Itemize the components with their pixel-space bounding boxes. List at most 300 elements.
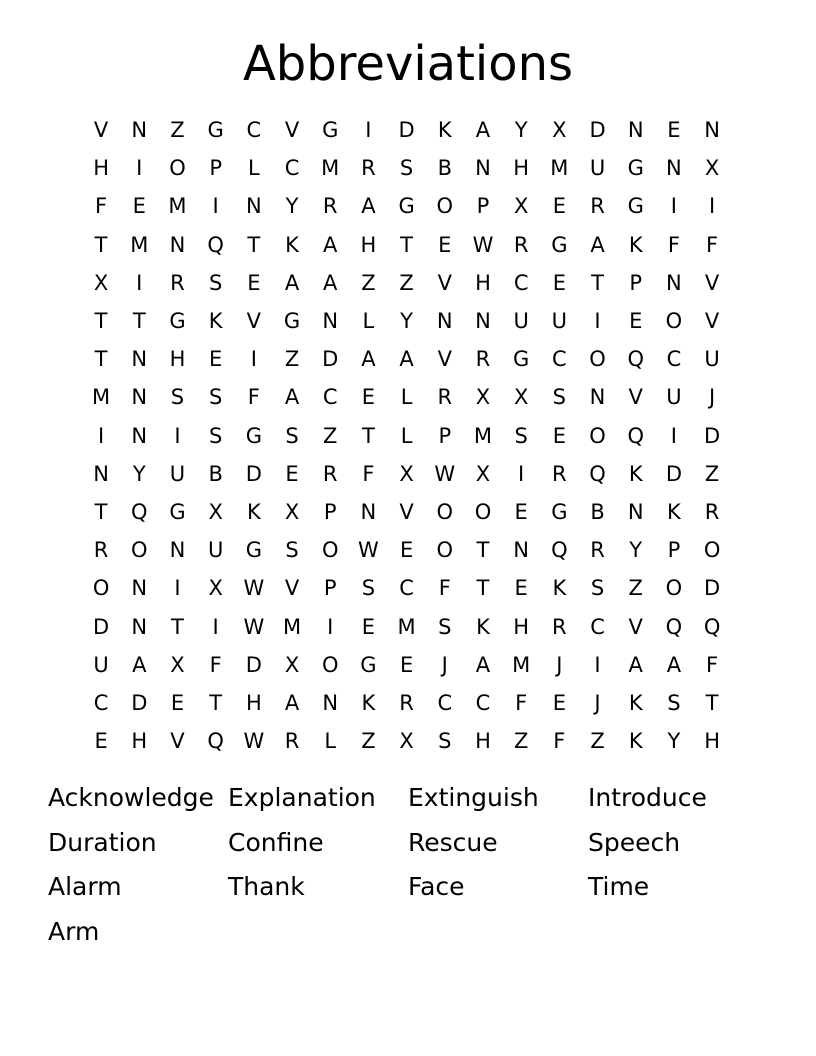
- letter-grid: [82, 111, 731, 760]
- grid-letter: R: [552, 461, 567, 486]
- grid-letter: X: [284, 652, 300, 677]
- grid-letter: Q: [131, 499, 148, 524]
- grid-letter: X: [513, 385, 529, 410]
- grid-letter: K: [208, 309, 223, 334]
- grid-letter: I: [327, 614, 334, 639]
- grid-letter: N: [169, 232, 186, 257]
- grid-letter: W: [243, 576, 265, 601]
- grid-letter: N: [589, 385, 606, 410]
- grid-letter: F: [706, 232, 719, 257]
- grid-letter: E: [247, 270, 261, 295]
- grid-letter: T: [94, 232, 108, 257]
- grid-letter: Z: [399, 270, 414, 295]
- grid-letter: O: [474, 499, 492, 524]
- grid-letter: T: [94, 499, 108, 524]
- grid-letter: N: [666, 270, 682, 295]
- grid-letter: N: [704, 118, 720, 143]
- grid-letter: G: [627, 156, 644, 181]
- grid-letter: H: [513, 156, 530, 181]
- grid-letter: N: [322, 690, 339, 715]
- grid-letter: G: [169, 309, 186, 334]
- grid-letter: J: [708, 385, 716, 410]
- grid-letter: R: [513, 232, 529, 257]
- grid-letter: G: [551, 499, 568, 524]
- grid-letter: Y: [132, 461, 146, 486]
- grid-letter: E: [285, 461, 299, 486]
- grid-letter: X: [399, 729, 414, 754]
- grid-letter: O: [436, 194, 454, 219]
- grid-letter: X: [704, 156, 720, 181]
- grid-letter: U: [93, 652, 109, 677]
- grid-letter: X: [170, 652, 185, 677]
- grid-letter: Y: [667, 729, 681, 754]
- grid-letter: P: [323, 576, 337, 601]
- grid-letter: P: [667, 538, 681, 563]
- grid-letter: Q: [207, 729, 224, 754]
- grid-letter: P: [323, 499, 337, 524]
- grid-letter: S: [667, 690, 681, 715]
- grid-letter: T: [705, 690, 719, 715]
- grid-letter: R: [437, 385, 453, 410]
- grid-letter: V: [246, 309, 262, 334]
- grid-letter: V: [628, 614, 643, 639]
- grid-letter: A: [399, 347, 414, 372]
- grid-letter: K: [476, 614, 490, 639]
- grid-letter: D: [704, 576, 721, 601]
- grid-letter: D: [322, 347, 339, 372]
- grid-letter: E: [361, 385, 376, 410]
- grid-letter: K: [628, 461, 643, 486]
- grid-letter: B: [590, 499, 605, 524]
- grid-letter: I: [670, 194, 677, 219]
- grid-letter: M: [168, 194, 187, 219]
- grid-letter: D: [398, 118, 415, 143]
- grid-letter: K: [246, 499, 261, 524]
- grid-letter: V: [284, 576, 300, 601]
- grid-letter: R: [322, 461, 338, 486]
- grid-letter: O: [665, 576, 683, 601]
- grid-letter: E: [438, 232, 452, 257]
- grid-letter: I: [136, 270, 143, 295]
- grid-letter: A: [666, 652, 682, 677]
- grid-letter: T: [132, 309, 146, 334]
- grid-letter: R: [590, 194, 605, 219]
- grid-letter: R: [322, 194, 338, 219]
- grid-letter: L: [247, 156, 260, 181]
- grid-letter: A: [132, 652, 147, 677]
- grid-letter: C: [590, 614, 605, 639]
- grid-letter: R: [552, 614, 567, 639]
- grid-letter: O: [589, 423, 606, 448]
- grid-letter: C: [93, 690, 109, 715]
- grid-letter: D: [245, 461, 262, 486]
- grid-letter: G: [245, 538, 262, 563]
- grid-letter: H: [245, 690, 262, 715]
- grid-letter: A: [361, 194, 376, 219]
- grid-letter: Z: [628, 576, 643, 601]
- grid-letter: S: [170, 385, 185, 410]
- grid-letter: C: [552, 347, 567, 372]
- grid-letter: G: [627, 194, 644, 219]
- grid-letter: N: [131, 385, 148, 410]
- grid-letter: N: [666, 156, 682, 181]
- grid-letter: V: [284, 118, 300, 143]
- grid-letter: E: [361, 614, 376, 639]
- grid-letter: T: [361, 423, 375, 448]
- grid-letter: R: [93, 538, 109, 563]
- grid-letter: S: [438, 614, 452, 639]
- grid-letter: L: [400, 385, 413, 410]
- grid-letter: G: [245, 423, 262, 448]
- grid-letter: O: [665, 309, 683, 334]
- grid-letter: J: [594, 690, 601, 715]
- grid-letter: E: [514, 499, 528, 524]
- grid-letter: V: [399, 499, 414, 524]
- grid-letter: M: [550, 156, 569, 181]
- grid-letter: R: [170, 270, 185, 295]
- grid-letter: I: [250, 347, 257, 372]
- grid-letter: L: [400, 423, 413, 448]
- grid-letter: H: [513, 614, 530, 639]
- word-list-item: Duration: [48, 827, 157, 857]
- grid-letter: N: [131, 347, 148, 372]
- grid-letter: E: [170, 690, 185, 715]
- grid-letter: S: [208, 423, 223, 448]
- grid-letter: A: [284, 270, 300, 295]
- grid-letter: E: [132, 194, 146, 219]
- grid-letter: W: [434, 461, 456, 486]
- grid-letter: N: [475, 309, 491, 334]
- grid-letter: F: [553, 729, 566, 754]
- word-list-item: Confine: [228, 827, 324, 857]
- grid-letter: P: [438, 423, 452, 448]
- grid-letter: C: [437, 690, 453, 715]
- grid-letter: X: [513, 194, 529, 219]
- grid-letter: M: [473, 423, 493, 448]
- grid-letter: V: [170, 729, 185, 754]
- grid-letter: A: [361, 347, 376, 372]
- grid-letter: G: [283, 309, 301, 334]
- word-list: [48, 778, 768, 956]
- grid-letter: U: [513, 309, 529, 334]
- grid-letter: X: [475, 461, 491, 486]
- grid-letter: T: [591, 270, 604, 295]
- grid-letter: G: [360, 652, 377, 677]
- grid-letter: D: [245, 652, 262, 677]
- grid-letter: Q: [627, 423, 644, 448]
- grid-letter: G: [207, 118, 224, 143]
- grid-letter: G: [322, 118, 339, 143]
- grid-letter: M: [130, 232, 149, 257]
- grid-letter: N: [131, 118, 148, 143]
- grid-letter: F: [438, 576, 451, 601]
- grid-letter: S: [285, 538, 299, 563]
- grid-letter: U: [207, 538, 224, 563]
- grid-letter: Z: [590, 729, 605, 754]
- grid-letter: W: [243, 614, 265, 639]
- grid-letter: S: [514, 423, 528, 448]
- grid-letter: D: [93, 614, 110, 639]
- grid-letter: Z: [284, 347, 300, 372]
- word-list-item: Speech: [588, 827, 681, 857]
- grid-letter: L: [362, 309, 375, 334]
- grid-letter: A: [284, 385, 300, 410]
- grid-letter: K: [628, 729, 643, 754]
- grid-letter: V: [704, 309, 720, 334]
- grid-letter: G: [513, 347, 530, 372]
- grid-letter: X: [93, 270, 109, 295]
- grid-letter: O: [436, 499, 454, 524]
- grid-letter: A: [323, 232, 338, 257]
- grid-letter: V: [93, 118, 109, 143]
- grid-letter: X: [475, 385, 491, 410]
- grid-letter: H: [169, 347, 186, 372]
- grid-letter: T: [400, 232, 413, 257]
- grid-letter: O: [92, 576, 110, 601]
- grid-letter: O: [169, 156, 186, 181]
- grid-letter: R: [590, 538, 605, 563]
- grid-letter: A: [284, 690, 300, 715]
- grid-letter: O: [131, 538, 148, 563]
- grid-letter: I: [708, 194, 716, 219]
- word-list-item: Alarm: [48, 872, 122, 901]
- grid-letter: U: [169, 461, 186, 486]
- grid-letter: D: [589, 118, 606, 143]
- grid-letter: D: [131, 690, 148, 715]
- grid-letter: Z: [323, 423, 338, 448]
- grid-letter: O: [589, 347, 606, 372]
- grid-letter: I: [212, 194, 219, 219]
- grid-letter: O: [703, 538, 721, 563]
- grid-letter: K: [628, 690, 643, 715]
- grid-letter: N: [627, 499, 644, 524]
- grid-letter: H: [475, 270, 491, 295]
- grid-letter: O: [321, 538, 339, 563]
- grid-letter: I: [174, 423, 181, 448]
- grid-letter: C: [284, 156, 300, 181]
- grid-letter: S: [361, 576, 376, 601]
- grid-letter: X: [208, 499, 223, 524]
- page-title: Abbreviations: [242, 36, 574, 92]
- grid-letter: E: [552, 690, 566, 715]
- grid-letter: N: [475, 156, 491, 181]
- grid-letter: N: [360, 499, 377, 524]
- grid-letter: G: [398, 194, 415, 219]
- grid-letter: V: [437, 270, 452, 295]
- grid-letter: N: [627, 118, 644, 143]
- word-list-item: Thank: [228, 872, 305, 901]
- grid-letter: R: [284, 729, 300, 754]
- grid-letter: E: [399, 652, 414, 677]
- grid-letter: M: [92, 385, 111, 410]
- grid-letter: V: [437, 347, 452, 372]
- grid-letter: G: [551, 232, 568, 257]
- grid-letter: U: [704, 347, 720, 372]
- grid-letter: S: [208, 385, 223, 410]
- grid-letter: F: [667, 232, 680, 257]
- grid-letter: S: [552, 385, 567, 410]
- grid-letter: I: [212, 614, 219, 639]
- grid-letter: P: [209, 156, 222, 181]
- grid-letter: T: [94, 309, 108, 334]
- grid-letter: I: [594, 652, 601, 677]
- grid-letter: Z: [361, 270, 376, 295]
- grid-letter: F: [247, 385, 260, 410]
- grid-letter: Z: [361, 729, 376, 754]
- grid-letter: E: [629, 309, 643, 334]
- grid-letter: K: [437, 118, 452, 143]
- grid-letter: E: [514, 576, 528, 601]
- grid-letter: K: [628, 232, 643, 257]
- word-list-item: Explanation: [228, 783, 376, 812]
- grid-letter: Q: [551, 538, 568, 563]
- grid-letter: X: [284, 499, 300, 524]
- grid-letter: L: [324, 729, 337, 754]
- grid-letter: K: [361, 690, 376, 715]
- grid-letter: H: [93, 156, 109, 181]
- grid-letter: R: [399, 690, 414, 715]
- grid-letter: P: [629, 270, 643, 295]
- grid-letter: I: [670, 423, 677, 448]
- grid-letter: S: [285, 423, 299, 448]
- grid-letter: T: [476, 538, 490, 563]
- grid-letter: E: [552, 423, 566, 448]
- grid-letter: Y: [514, 118, 528, 143]
- grid-letter: C: [246, 118, 262, 143]
- grid-letter: A: [628, 652, 643, 677]
- word-list-item: Introduce: [588, 783, 707, 812]
- grid-letter: C: [666, 347, 682, 372]
- grid-letter: C: [475, 690, 491, 715]
- grid-letter: I: [97, 423, 105, 448]
- grid-letter: P: [476, 194, 490, 219]
- word-list-item: Arm: [48, 916, 100, 946]
- grid-letter: R: [704, 499, 720, 524]
- grid-letter: M: [397, 614, 416, 639]
- grid-letter: I: [365, 118, 372, 143]
- grid-letter: Y: [400, 309, 413, 334]
- grid-letter: N: [169, 538, 186, 563]
- grid-letter: O: [321, 652, 339, 677]
- grid-letter: N: [131, 614, 148, 639]
- grid-letter: R: [361, 156, 376, 181]
- word-list-item: Acknowledge: [48, 783, 214, 812]
- grid-letter: T: [476, 576, 490, 601]
- grid-letter: S: [208, 270, 223, 295]
- grid-letter: A: [323, 270, 338, 295]
- grid-letter: Y: [629, 538, 643, 563]
- word-list-item: Face: [408, 872, 465, 901]
- grid-letter: T: [247, 232, 261, 257]
- grid-letter: E: [399, 538, 414, 563]
- grid-letter: N: [513, 538, 530, 563]
- grid-letter: D: [665, 461, 682, 486]
- grid-letter: E: [552, 270, 566, 295]
- grid-letter: X: [399, 461, 414, 486]
- grid-letter: X: [208, 576, 223, 601]
- grid-letter: B: [208, 461, 223, 486]
- grid-letter: S: [590, 576, 605, 601]
- grid-letter: X: [552, 118, 567, 143]
- grid-letter: V: [628, 385, 643, 410]
- grid-letter: N: [131, 576, 148, 601]
- grid-letter: E: [94, 729, 108, 754]
- grid-letter: C: [399, 576, 414, 601]
- grid-letter: Z: [704, 461, 720, 486]
- grid-letter: H: [475, 729, 491, 754]
- grid-letter: K: [552, 576, 567, 601]
- grid-letter: Q: [665, 614, 683, 639]
- grid-letter: A: [590, 232, 605, 257]
- grid-letter: I: [136, 156, 143, 181]
- grid-letter: D: [704, 423, 721, 448]
- grid-letter: S: [399, 156, 414, 181]
- grid-letter: N: [436, 309, 453, 334]
- grid-letter: Q: [589, 461, 606, 486]
- grid-letter: T: [171, 614, 184, 639]
- grid-letter: W: [472, 232, 494, 257]
- grid-letter: I: [518, 461, 525, 486]
- grid-letter: W: [358, 538, 379, 563]
- grid-letter: H: [360, 232, 377, 257]
- word-list-item: Rescue: [408, 827, 498, 857]
- grid-letter: I: [594, 309, 601, 334]
- grid-letter: G: [169, 499, 186, 524]
- grid-letter: Y: [285, 194, 299, 219]
- grid-letter: Q: [627, 347, 644, 372]
- grid-letter: V: [704, 270, 720, 295]
- grid-letter: M: [512, 652, 531, 677]
- grid-letter: U: [551, 309, 568, 334]
- grid-letter: E: [209, 347, 223, 372]
- grid-letter: F: [362, 461, 375, 486]
- grid-letter: Q: [703, 614, 721, 639]
- grid-letter: U: [589, 156, 606, 181]
- grid-letter: M: [321, 156, 340, 181]
- grid-letter: U: [666, 385, 682, 410]
- grid-letter: M: [282, 614, 302, 639]
- grid-letter: S: [438, 729, 452, 754]
- grid-letter: H: [131, 729, 148, 754]
- grid-letter: F: [515, 690, 528, 715]
- grid-letter: Q: [207, 232, 224, 257]
- word-list-item: Time: [588, 872, 650, 901]
- grid-letter: I: [174, 576, 181, 601]
- grid-letter: K: [285, 232, 299, 257]
- grid-letter: J: [556, 652, 563, 677]
- word-list-item: Extinguish: [408, 783, 539, 812]
- grid-letter: Z: [513, 729, 529, 754]
- grid-letter: F: [95, 194, 108, 219]
- grid-letter: T: [94, 347, 108, 372]
- grid-letter: E: [667, 118, 681, 143]
- grid-letter: H: [704, 729, 720, 754]
- grid-letter: A: [475, 652, 491, 677]
- grid-letter: E: [552, 194, 566, 219]
- grid-letter: C: [322, 385, 338, 410]
- grid-letter: R: [475, 347, 491, 372]
- grid-letter: K: [667, 499, 681, 524]
- grid-letter: N: [131, 423, 148, 448]
- grid-letter: F: [706, 652, 719, 677]
- grid-letter: W: [243, 729, 265, 754]
- grid-letter: N: [322, 309, 339, 334]
- grid-letter: N: [245, 194, 262, 219]
- grid-letter: A: [475, 118, 491, 143]
- grid-letter: T: [209, 690, 223, 715]
- grid-letter: F: [209, 652, 222, 677]
- grid-letter: J: [441, 652, 448, 677]
